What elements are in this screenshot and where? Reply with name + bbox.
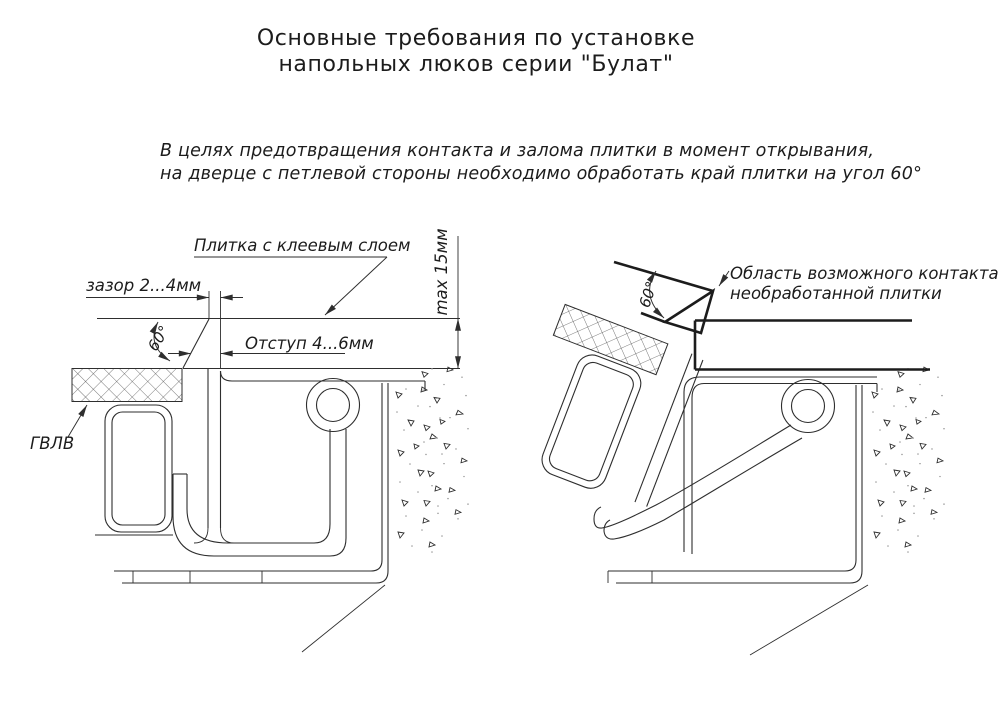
contact-wedge [665,291,713,333]
hinge-ring-outer [307,379,360,432]
hinge-closed [307,379,360,432]
break-line [750,585,868,655]
tile-bevel-60 [183,319,209,368]
frame-wall-and-bottom-outer [616,385,862,583]
title-line-2: напольных люков серии "Булат" [278,52,674,77]
tile-callout-leader [325,257,387,315]
frame-open [608,367,945,655]
angle-dim-label: 60° [144,322,174,355]
hinge-ring-inner [792,390,825,423]
gvl-label: ГВЛВ [30,434,75,453]
contact-area-leader [719,271,729,286]
door-tile-surface [614,262,713,291]
note-line-1: В целях предотвращения контакта и залома плитки в момент открывания, [160,141,875,161]
hinge-open [782,380,835,433]
frame-bottom-ticks [133,571,262,583]
break-line [302,585,385,652]
concrete-stipple-2 [898,367,945,520]
sheet-header [160,26,922,184]
note-line-2: на дверце с петлевой стороны необходимо обработать край плитки на угол 60° [160,164,923,184]
figure-closed-hatch [30,228,469,652]
concrete-stipple [396,387,443,553]
door-closed [72,369,221,533]
frame-flange-and-wall-left-a [684,377,877,552]
frame-wall-and-bottom-outer [122,383,388,583]
dims-closed [30,228,458,453]
concrete-stipple-2 [422,367,469,520]
gvl-leader [68,405,87,437]
door-tile-underside [641,313,665,322]
gap-dim-label: зазор 2...4мм [86,276,202,295]
frame-wall-and-bottom-inner [608,385,856,571]
title-line-1: Основные требования по установке [256,26,696,51]
hinge-ring-outer [782,380,835,433]
concrete-stipple [872,387,919,553]
hinge-ring-inner [317,389,350,422]
door-open [507,304,704,510]
tile-callout-label: Плитка с клеевым слоем [194,236,411,255]
frame-flange-bottom [221,371,426,381]
door-pan-open [594,425,802,539]
door-tile-open [614,262,713,333]
offset-dim-label: Отступ 4...6мм [245,334,374,353]
frame-bottom-ticks [608,571,652,583]
figure-open-hatch [507,262,999,655]
dims-open [636,264,999,318]
max-height-label: max 15мм [432,228,451,316]
contact-area-label-2: необработанной плитки [730,284,942,303]
contact-area-label-1: Область возможного контакта [730,264,999,283]
fixed-tile-open [695,321,930,370]
angle-dim-label: 60° [635,279,661,310]
